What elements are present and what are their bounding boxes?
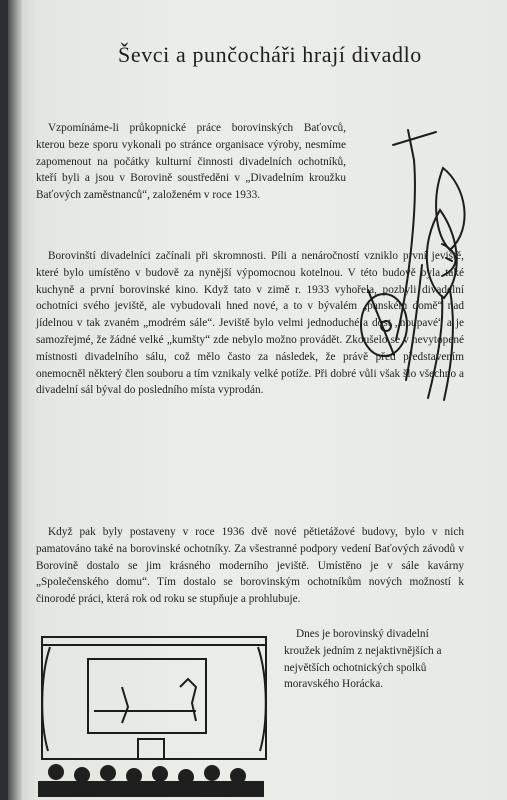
- article-text-end: [284, 626, 454, 693]
- book-page: [8, 0, 507, 800]
- paragraph-2: Borovinští divadelníci začínali při skromnosti. Píli a nenáročností vzniklo první jeviště, které bylo umístěno v budově za nynější výpomocnou kotelnou. V této budově byla také kuchyně a první borovinské kino. Když tato v zimě r. 1933 vyhořela, pozbyli divadelní ochotníci svého jeviště, ale vybudovali hned nové, a to v bývalém „panském domě“ nad jídelnou v tak zvaném „modrém sále“. Jeviště bylo velmi jednoduché a dost „houpavé“ a je samozřejmé, že žádné velké „kumšty“ zde nebylo možno provádět. Zkoušelo se v nevytopené místnosti divadelního sálu, což mělo často za následek, že právě před představením onemocněl některý člen souboru a tím vznikaly velké potíže. Při dobré vůli však šlo všechno a divadelní sál býval do posledního místa vyprodán.: [36, 250, 464, 397]
- stage-illustration: [30, 627, 280, 797]
- article-text-top: [36, 120, 346, 204]
- page-title: Ševci a punčocháři hrají divadlo: [118, 42, 422, 67]
- article-text-lower: [36, 524, 464, 608]
- lute-and-masks-illustration: [348, 120, 483, 410]
- paragraph-4: Dnes je borovinský divadelní kroužek jedním z nejaktivnějších a největších ochotnických spolků moravského Horácka.: [284, 628, 442, 691]
- paragraph-1: Vzpomínáme-li průkopnické práce borovinských Baťovců, kterou beze sporu vykonali po stránce organisace výroby, nesmíme zapomenout na počátky kulturní činnosti divadelních ochotníků, kteří byli a jsou v Borovině soustředěni v „Divadelním kroužku Baťových zaměstnanců“, založeném v roce 1933.: [36, 122, 346, 202]
- paragraph-3: Když pak byly postaveny v roce 1936 dvě nové pětietážové budovy, bylo v nich pamatováno také na borovinské ochotníky. Za všestranné podpory vedení Baťových závodů v Borovině dostalo se jim krásného moderního jeviště. Umístěno je v sále kavárny „Společenského domu“. Tím dostalo se borovinským ochotníkům nových možností k činorodé práci, která rok od roku se stupňuje a prohlubuje.: [36, 526, 464, 606]
- page-gutter: [8, 0, 22, 800]
